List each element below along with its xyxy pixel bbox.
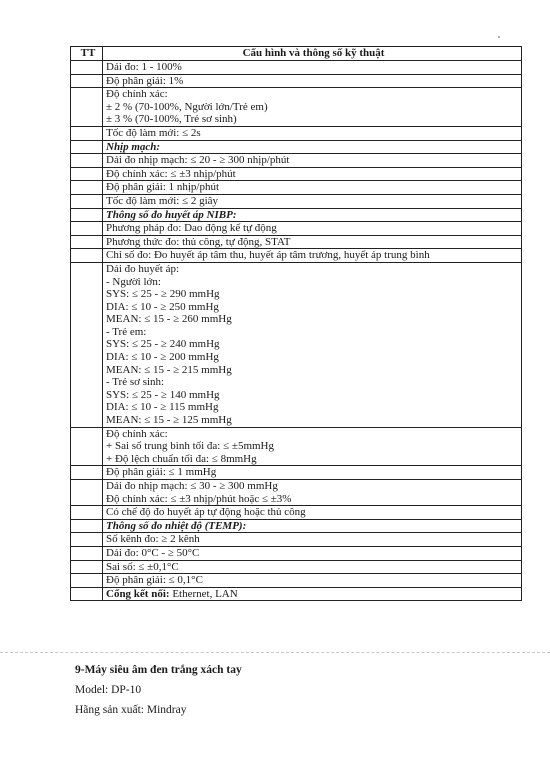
spec-line: DIA: ≤ 10 - ≥ 250 mmHg — [106, 300, 219, 313]
spec-line: + Sai số trung bình tối đa: ≤ ±5mmHg — [106, 440, 274, 453]
table-row — [71, 546, 522, 560]
spec-line: DIA: ≤ 10 - ≥ 200 mmHg — [106, 351, 219, 364]
spec-table-body — [71, 61, 522, 601]
spec-line — [106, 588, 521, 601]
spec-table — [70, 46, 522, 601]
spec-line: MEAN: ≤ 15 - ≥ 125 mmHg — [106, 414, 232, 427]
spec-cell — [103, 262, 522, 427]
spec-cell — [103, 480, 522, 506]
spec-cell — [103, 167, 522, 181]
table-row — [71, 574, 522, 588]
spec-line: Độ phân giải: 1 nhịp/phút — [106, 181, 220, 194]
spec-cell — [103, 466, 522, 480]
table-row — [71, 506, 522, 520]
spec-line: Tốc độ làm mới: ≤ 2 giây — [106, 194, 219, 207]
subsection-heading: Thông số đo huyết áp NIBP: — [106, 208, 237, 221]
spec-cell — [103, 533, 522, 547]
spec-cell — [103, 154, 522, 168]
table-row — [71, 466, 522, 480]
tt-cell — [71, 61, 103, 75]
spec-line: Có chế độ đo huyết áp tự động hoặc thủ công — [106, 506, 306, 519]
table-row — [71, 480, 522, 506]
spec-line: Dải đo nhịp mạch: ≤ 30 - ≥ 300 mmHg — [106, 480, 278, 492]
spec-line: Dải đo: 0°C - ≥ 50°C — [106, 546, 200, 559]
spec-cell — [103, 140, 522, 154]
tt-cell — [71, 222, 103, 236]
spec-cell — [103, 506, 522, 520]
table-row — [71, 427, 522, 466]
table-row — [71, 519, 522, 533]
spec-line: DIA: ≤ 10 - ≥ 115 mmHg — [106, 401, 219, 414]
section-title: 9-Máy siêu âm đen trắng xách tay — [75, 664, 242, 676]
spec-line: Dải đo huyết áp: — [106, 262, 180, 275]
tt-cell — [71, 249, 103, 263]
table-row — [71, 167, 522, 181]
tt-cell — [71, 126, 103, 140]
spec-line: Dải đo: 1 - 100% — [106, 61, 182, 73]
table-row — [71, 88, 522, 127]
tt-cell — [71, 262, 103, 427]
table-row — [71, 208, 522, 222]
table-row — [71, 560, 522, 574]
table-row — [71, 140, 522, 154]
spec-cell — [103, 235, 522, 249]
subsection-heading: Nhịp mạch: — [106, 140, 161, 153]
table-row — [71, 61, 522, 75]
spec-line: Độ phân giải: ≤ 1 mmHg — [106, 466, 217, 479]
spec-cell — [103, 74, 522, 88]
spec-cell — [103, 222, 522, 236]
table-row — [71, 194, 522, 208]
tt-cell — [71, 480, 103, 506]
subsection-heading: Thông số đo nhiệt độ (TEMP): — [106, 519, 247, 532]
tt-cell — [71, 466, 103, 480]
spec-cell — [103, 546, 522, 560]
spec-cell — [103, 208, 522, 222]
spec-value: Ethernet, LAN — [169, 587, 238, 600]
tt-cell — [71, 154, 103, 168]
spec-line: SYS: ≤ 25 - ≥ 290 mmHg — [106, 288, 220, 301]
table-row — [71, 262, 522, 427]
spec-label: Cổng kết nối: — [106, 587, 170, 600]
spec-line: Độ phân giải: 1% — [106, 74, 184, 87]
spec-line: Độ chính xác: ≤ ±3 nhịp/phút — [106, 167, 236, 180]
tt-cell — [71, 519, 103, 533]
spec-line: Phương pháp đo: Dao động kế tự động — [106, 222, 277, 235]
spec-line: Độ chính xác: — [106, 427, 168, 440]
tt-cell — [71, 546, 103, 560]
spec-cell — [103, 560, 522, 574]
table-row — [71, 74, 522, 88]
page-separator — [0, 652, 550, 653]
table-row — [71, 235, 522, 249]
column-header-spec: Cấu hình và thông số kỹ thuật — [103, 47, 522, 61]
column-header-tt: TT — [71, 47, 103, 61]
tt-cell — [71, 88, 103, 127]
table-row — [71, 222, 522, 236]
spec-line: - Trẻ sơ sinh: — [106, 376, 165, 389]
spec-cell — [103, 574, 522, 588]
tt-cell — [71, 506, 103, 520]
spec-line: ± 2 % (70-100%, Người lớn/Trẻ em) — [106, 100, 268, 113]
table-row — [71, 126, 522, 140]
spec-line: Độ phân giải: ≤ 0,1°C — [106, 574, 203, 587]
spec-line: Tốc độ làm mới: ≤ 2s — [106, 126, 201, 139]
spec-line: ± 3 % (70-100%, Trẻ sơ sinh) — [106, 113, 237, 126]
spec-cell — [103, 126, 522, 140]
tt-cell — [71, 74, 103, 88]
table-row — [71, 249, 522, 263]
spec-line: SYS: ≤ 25 - ≥ 140 mmHg — [106, 388, 220, 401]
model-line: Model: DP-10 — [75, 684, 142, 696]
tt-cell — [71, 574, 103, 588]
spec-cell — [103, 88, 522, 127]
tt-cell — [71, 560, 103, 574]
tt-cell — [71, 140, 103, 154]
spec-cell — [103, 181, 522, 195]
tt-cell — [71, 427, 103, 466]
manufacturer-line: Hãng sản xuất: Mindray — [75, 704, 187, 716]
spec-line: MEAN: ≤ 15 - ≥ 215 mmHg — [106, 363, 232, 376]
spec-line: Số kênh đo: ≥ 2 kênh — [106, 533, 200, 546]
spec-line: - Trẻ em: — [106, 325, 147, 338]
table-row — [71, 181, 522, 195]
tt-cell — [71, 167, 103, 181]
table-row — [71, 533, 522, 547]
spec-cell — [103, 519, 522, 533]
spec-line: Dải đo nhịp mạch: ≤ 20 - ≥ 300 nhịp/phút — [106, 154, 290, 167]
tt-cell — [71, 208, 103, 222]
tt-cell — [71, 181, 103, 195]
spec-cell — [103, 194, 522, 208]
tt-cell — [71, 235, 103, 249]
tt-cell — [71, 194, 103, 208]
table-row — [71, 154, 522, 168]
table-header-row — [71, 47, 522, 61]
spec-cell — [103, 427, 522, 466]
spec-line: Phương thức đo: thủ công, tự động, STAT — [106, 235, 291, 248]
spec-line: Độ chính xác: — [106, 88, 168, 101]
tt-cell — [71, 587, 103, 601]
scan-speck — [498, 36, 500, 38]
spec-line: Chỉ số đo: Đo huyết áp tâm thu, huyết áp tâm trương, huyết áp trung bình — [106, 249, 430, 262]
spec-cell — [103, 587, 522, 601]
table-row — [71, 587, 522, 601]
spec-line: MEAN: ≤ 15 - ≥ 260 mmHg — [106, 313, 232, 326]
spec-cell — [103, 249, 522, 263]
spec-line: - Người lớn: — [106, 275, 161, 288]
tt-cell — [71, 533, 103, 547]
spec-line: Sai số: ≤ ±0,1°C — [106, 560, 179, 573]
spec-line: SYS: ≤ 25 - ≥ 240 mmHg — [106, 338, 220, 351]
spec-line: + Độ lệch chuẩn tối đa: ≤ 8mmHg — [106, 452, 257, 465]
spec-line: Độ chính xác: ≤ ±3 nhịp/phút hoặc ≤ ±3% — [106, 492, 292, 505]
spec-cell — [103, 61, 522, 75]
